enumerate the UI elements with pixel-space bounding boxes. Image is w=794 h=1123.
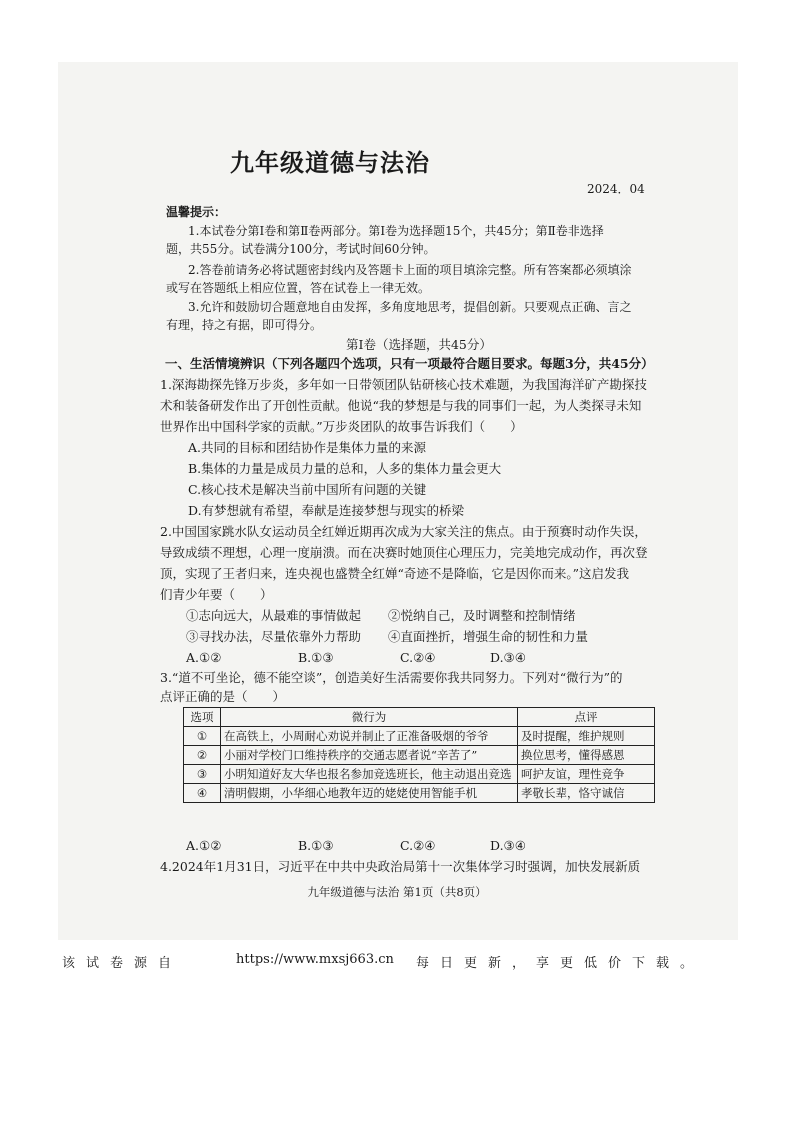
tips-line: 有理，持之有据，即可得分。 [166,318,323,332]
question-2-line: 2.中国国家跳水队女运动员全红婵近期再次成为大家关注的焦点。由于预赛时动作失误， [160,524,647,539]
table-cell: 在高铁上，小周耐心劝说并制止了正准备吸烟的爷爷 [221,727,518,746]
question-1-option: A.共同的目标和团结协作是集体力量的来源 [188,440,427,455]
page-title: 九年级道德与法治 [230,149,430,177]
table-row [184,727,655,746]
banner-url[interactable]: https://www.mxsj663.cn [236,952,394,967]
page-footer: 九年级道德与法治 第1页（共8页） [307,885,487,899]
behavior-table [183,707,655,803]
question-3-choice: B.①③ [298,838,334,853]
question-2-line: 们青少年要（ ） [160,587,273,602]
question-1-option: B.集体的力量是成员力量的总和，人多的集体力量会更大 [188,461,502,476]
question-2-line: 导致成绩不理想，心理一度崩溃。而在决赛时她顶住心理压力，完美地完成动作，再次登 [160,545,648,560]
part-heading: 一、生活情境辨识（下列各题四个选项，只有一项最符合题目要求。每题3分，共45分） [165,356,654,371]
table-cell: 呵护友谊，理性竞争 [518,765,655,784]
banner-left-text: 该试卷源自 [62,956,183,971]
source-banner [0,952,794,974]
question-2-choice: B.①③ [298,650,334,665]
question-4-line: 4.2024年1月31日，习近平在中共中央政治局第十一次集体学习时强调，加快发展新质 [160,859,641,874]
question-2-item: ④直面挫折，增强生命的韧性和力量 [388,629,589,644]
table-header: 点评 [518,708,655,727]
table-cell: 及时提醒，维护规则 [518,727,655,746]
banner-right-text: 每日更新，享更低价下载。 [416,956,705,971]
tips-line: 2.答卷前请务必将试题密封线内及答题卡上面的项目填涂完整。所有答案都必须填涂 [188,263,632,277]
table-header: 微行为 [221,708,518,727]
section-title: 第Ⅰ卷（选择题，共45分） [346,337,492,352]
table-cell: 小明知道好友大华也报名参加竞选班长，他主动退出竞选 [221,765,518,784]
exam-date: 2024．04 [587,182,645,196]
tips-heading: 温馨提示： [166,205,227,219]
question-2-item: ①志向远大，从最难的事情做起 [186,608,362,623]
table-row [184,765,655,784]
question-3-choice: A.①② [186,838,222,853]
question-1-line: 世界作出中国科学家的贡献。”万步炎团队的故事告诉我们（ ） [160,419,523,434]
question-2-choice: D.③④ [490,650,526,665]
table-header-row [184,708,655,727]
question-1-option: C.核心技术是解决当前中国所有问题的关键 [188,482,427,497]
question-3-choice: C.②④ [400,838,436,853]
tips-line: 1.本试卷分第Ⅰ卷和第Ⅱ卷两部分。第Ⅰ卷为选择题15个，共45分；第Ⅱ卷非选择 [188,224,604,238]
table-cell: 孝敬长辈，恪守诚信 [518,784,655,803]
table-cell: 换位思考，懂得感恩 [518,746,655,765]
tips-line: 题，共55分。试卷满分100分，考试时间60分钟。 [166,242,436,256]
table-cell: ④ [184,784,221,803]
question-1-option: D.有梦想就有希望，奉献是连接梦想与现实的桥梁 [188,503,465,518]
table-row [184,784,655,803]
table-row [184,746,655,765]
table-cell: ② [184,746,221,765]
question-3-line: 3.“道不可坐论，德不能空谈”，创造美好生活需要你我共同努力。下列对“微行为”的 [160,670,623,685]
question-2-choice: A.①② [186,650,222,665]
table-cell: ① [184,727,221,746]
table-header: 选项 [184,708,221,727]
question-2-line: 顶，实现了王者归来，连央视也盛赞全红婵“奇迹不是降临，它是因你而来。”这启发我 [160,566,630,581]
tips-line: 或写在答题纸上相应位置，答在试卷上一律无效。 [166,281,431,295]
table-cell: 清明假期，小华细心地教年迈的姥姥使用智能手机 [221,784,518,803]
question-3-choice: D.③④ [490,838,526,853]
question-1-line: 1.深海勘探先锋万步炎，多年如一日带领团队钻研核心技术难题，为我国海洋矿产勘探技 [160,377,647,392]
table-cell: ③ [184,765,221,784]
question-2-item: ②悦纳自己，及时调整和控制情绪 [388,608,576,623]
table-cell: 小丽对学校门口维持秩序的交通志愿者说“辛苦了” [221,746,518,765]
question-2-item: ③寻找办法，尽量依靠外力帮助 [186,629,362,644]
question-2-choice: C.②④ [400,650,436,665]
tips-line: 3.允许和鼓励切合题意地自由发挥，多角度地思考，提倡创新。只要观点正确、言之 [188,300,632,314]
question-3-line: 点评正确的是（ ） [160,689,286,704]
question-1-line: 术和装备研发作出了开创性贡献。他说“我的梦想是与我的同事们一起，为人类探寻未知 [160,398,642,413]
